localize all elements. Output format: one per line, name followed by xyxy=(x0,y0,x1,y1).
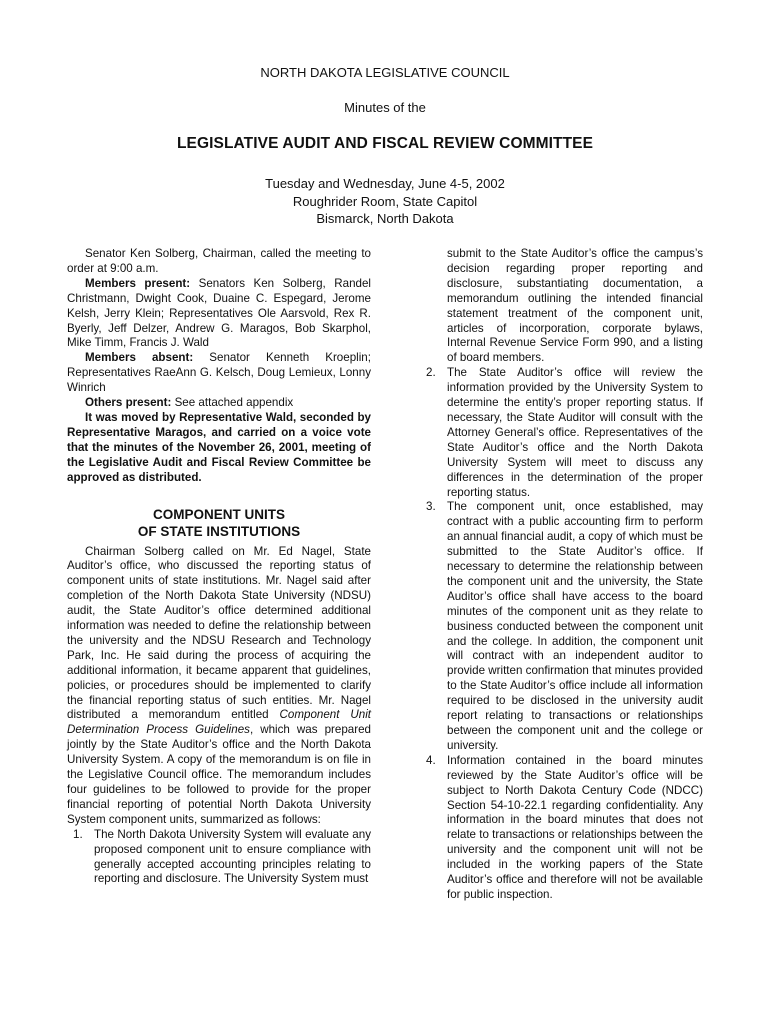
members-absent-paragraph xyxy=(67,351,371,396)
guideline-number: 3. xyxy=(426,500,436,514)
motion-paragraph: It was moved by Representative Wald, seconded by Representative Maragos, and carried on a voice vote that the minutes of the November 26, 2001, meeting of the Legislative Audit and Fiscal Review Committee be approved as distributed. xyxy=(67,410,371,484)
committee-title: LEGISLATIVE AUDIT AND FISCAL REVIEW COMMITTEE xyxy=(176,135,594,152)
council-name: NORTH DAKOTA LEGISLATIVE COUNCIL xyxy=(260,65,510,80)
members-present-paragraph xyxy=(67,277,371,352)
meeting-room: Roughrider Room, State Capitol xyxy=(292,194,478,209)
guideline-text: The component unit, once established, may contract with a public accounting firm to perform an annual financial audit, a copy of which must be submitted to the State Auditor’s office. If necessary to determine the relationship between the component unit and the university, the State Auditor’s office shall have access to the board minutes of the component unit as they relate to business conducted between the component unit and the college. In addition, the component unit will contract with an independent auditor to provide written confirmation that minutes provided to the State Auditor’s office include all information required to be disclosed in the university audit report relating to transactions or relationships between the component unit and the college or university. xyxy=(447,500,703,752)
guideline-item-1 xyxy=(67,828,371,888)
guideline-number: 2. xyxy=(426,366,436,380)
others-present-paragraph xyxy=(67,396,371,411)
meeting-date: Tuesday and Wednesday, June 4-5, 2002 xyxy=(265,176,505,191)
left-column xyxy=(67,247,371,887)
section-paragraph-part-b: , which was prepared jointly by the State Auditor’s office and the North Dakota University System. A copy of the memorandum is on file in the Legislative Council office. The memorandum includes four guidelines to be followed to provide for the proper financial reporting of potential North Dakota University System component units, summarized as follows: xyxy=(67,723,371,826)
section-heading-line2: OF STATE INSTITUTIONS xyxy=(137,523,301,539)
guidelines-list-left xyxy=(67,828,371,888)
guideline-number: 4. xyxy=(426,753,436,767)
others-present-label: Others present: xyxy=(85,396,172,410)
guideline-text: The North Dakota University System will evaluate any proposed component unit to ensure compliance with generally accepted accounting principles relating to reporting and disclosure. The University System must xyxy=(94,827,371,886)
right-column xyxy=(420,247,703,903)
minutes-of-label: Minutes of the xyxy=(344,100,426,115)
members-absent-list: Senator Kenneth Kroeplin; Representatives RaeAnn G. Kelsch, Doug Lemieux, Lonny Winrich xyxy=(67,351,371,395)
meeting-city: Bismarck, North Dakota xyxy=(316,211,454,226)
members-present-label: Members present: xyxy=(85,276,191,290)
guideline-1-continuation: submit to the State Auditor’s office the campus’s decision regarding proper reporting and disclosure, substantiating documentation, a memorandum outlining the intended financial statement treatment of the component unit, articles of incorporation, corporate bylaws, Internal Revenue Service Form 990, and a listing of board members. xyxy=(447,247,703,365)
members-absent-label: Members absent: xyxy=(85,351,194,365)
section-paragraph-part-a: Chairman Solberg called on Mr. Ed Nagel, State Auditor’s office, who discussed the reporting status of component units of state institutions. Mr. Nagel said after completion of the North Dakota State University (NDSU) audit, the State Auditor’s office determined additional information was needed to define the relationship between the university and the NDSU Research and Technology Park, Inc. He said during the process of acquiring the additional information, it became apparent that guidelines, policies, or procedures should be implemented to clarify the financial reporting status of such entities. Mr. Nagel distributed a memorandum entitled xyxy=(67,544,371,722)
guidelines-list-right xyxy=(420,366,703,903)
guideline-text: Information contained in the board minutes reviewed by the State Auditor’s office will be subject to North Dakota Century Code (NDCC) Section 54-10-22.1 regarding confidentiality. Any information in the board minutes that does not relate to transactions or relationships between the university and the component unit will not be included in the working papers of the State Auditor’s office and therefore will not be available for public inspection. xyxy=(447,753,703,901)
others-present-text: See attached appendix xyxy=(174,396,294,410)
guideline-item-3 xyxy=(420,500,703,753)
guideline-text: The State Auditor’s office will review the information provided by the University System to determine the entity’s proper reporting status. If necessary, the State Auditor will consult with the Attorney General’s office. Representatives of the State Auditor’s office and the North Dakota University System will meet to discuss any differences in the determination of the proper reporting status. xyxy=(447,366,703,499)
guideline-number: 1. xyxy=(73,827,83,841)
section-heading xyxy=(67,506,371,540)
section-heading-line1: COMPONENT UNITS xyxy=(152,506,285,522)
guideline-item-4 xyxy=(420,754,703,903)
section-paragraph xyxy=(67,545,371,828)
guideline-item-2 xyxy=(420,366,703,500)
memo-title: Component Unit Determination Process Guidelines xyxy=(67,708,371,737)
members-present-list: Senators Ken Solberg, Randel Christmann, Dwight Cook, Duaine C. Espegard, Jerome Kelsh, Jerry Klein; Representatives Ole Aarsvold, Rex R. Byerly, Jeff Delzer, Andrew G. Maragos, Bob Skarphol, Mike Timm, Francis J. Wald xyxy=(67,276,371,350)
call-to-order: Senator Ken Solberg, Chairman, called the meeting to order at 9:00 a.m. xyxy=(67,247,371,275)
